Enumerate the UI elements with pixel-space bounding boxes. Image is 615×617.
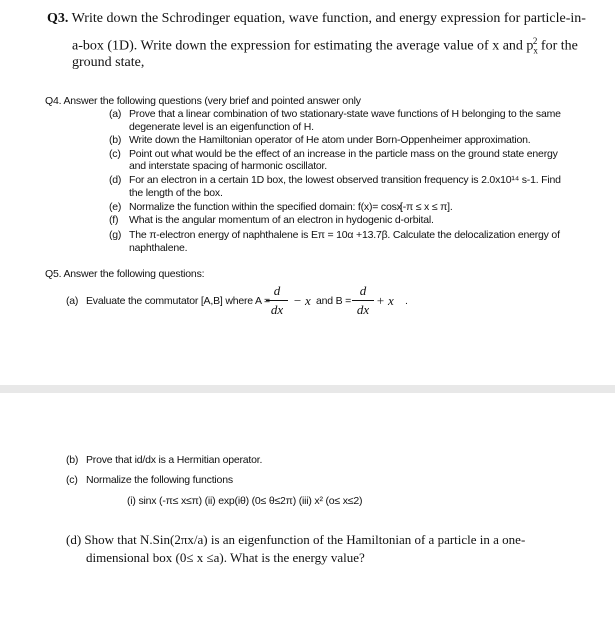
q3-line3: ground state,	[72, 55, 145, 70]
q5-c-functions: (i) sinx (-π≤ x≤π) (ii) exp(iθ) (0≤ θ≤2π) (iii) x² (o≤ x≤2)	[127, 495, 363, 507]
q5-heading: Q5. Answer the following questions:	[45, 268, 205, 280]
q3-label: Q3.	[47, 11, 69, 26]
fraction-b: d dx	[352, 283, 374, 318]
page-break-divider	[0, 385, 615, 393]
q5-item-d-line2: dimensional box (0≤ x ≤a). What is the energy value?	[86, 550, 365, 565]
q3-line2: a-box (1D). Write down the expression for estimating the average value of x and $p_x^2$ for the	[72, 36, 578, 56]
q3-text-line1: Write down the Schrodinger equation, wave function, and energy expression for particle-in-	[71, 11, 586, 26]
q4-heading: Q4. Answer the following questions (very brief and pointed answer only	[45, 95, 361, 107]
q3-line1	[47, 8, 586, 30]
q5-item-d-line1: (d) Show that N.Sin(2πx/a) is an eigenfunction of the Hamiltonian of a particle in a one-	[66, 532, 526, 547]
fraction-a: d dx	[266, 283, 288, 318]
